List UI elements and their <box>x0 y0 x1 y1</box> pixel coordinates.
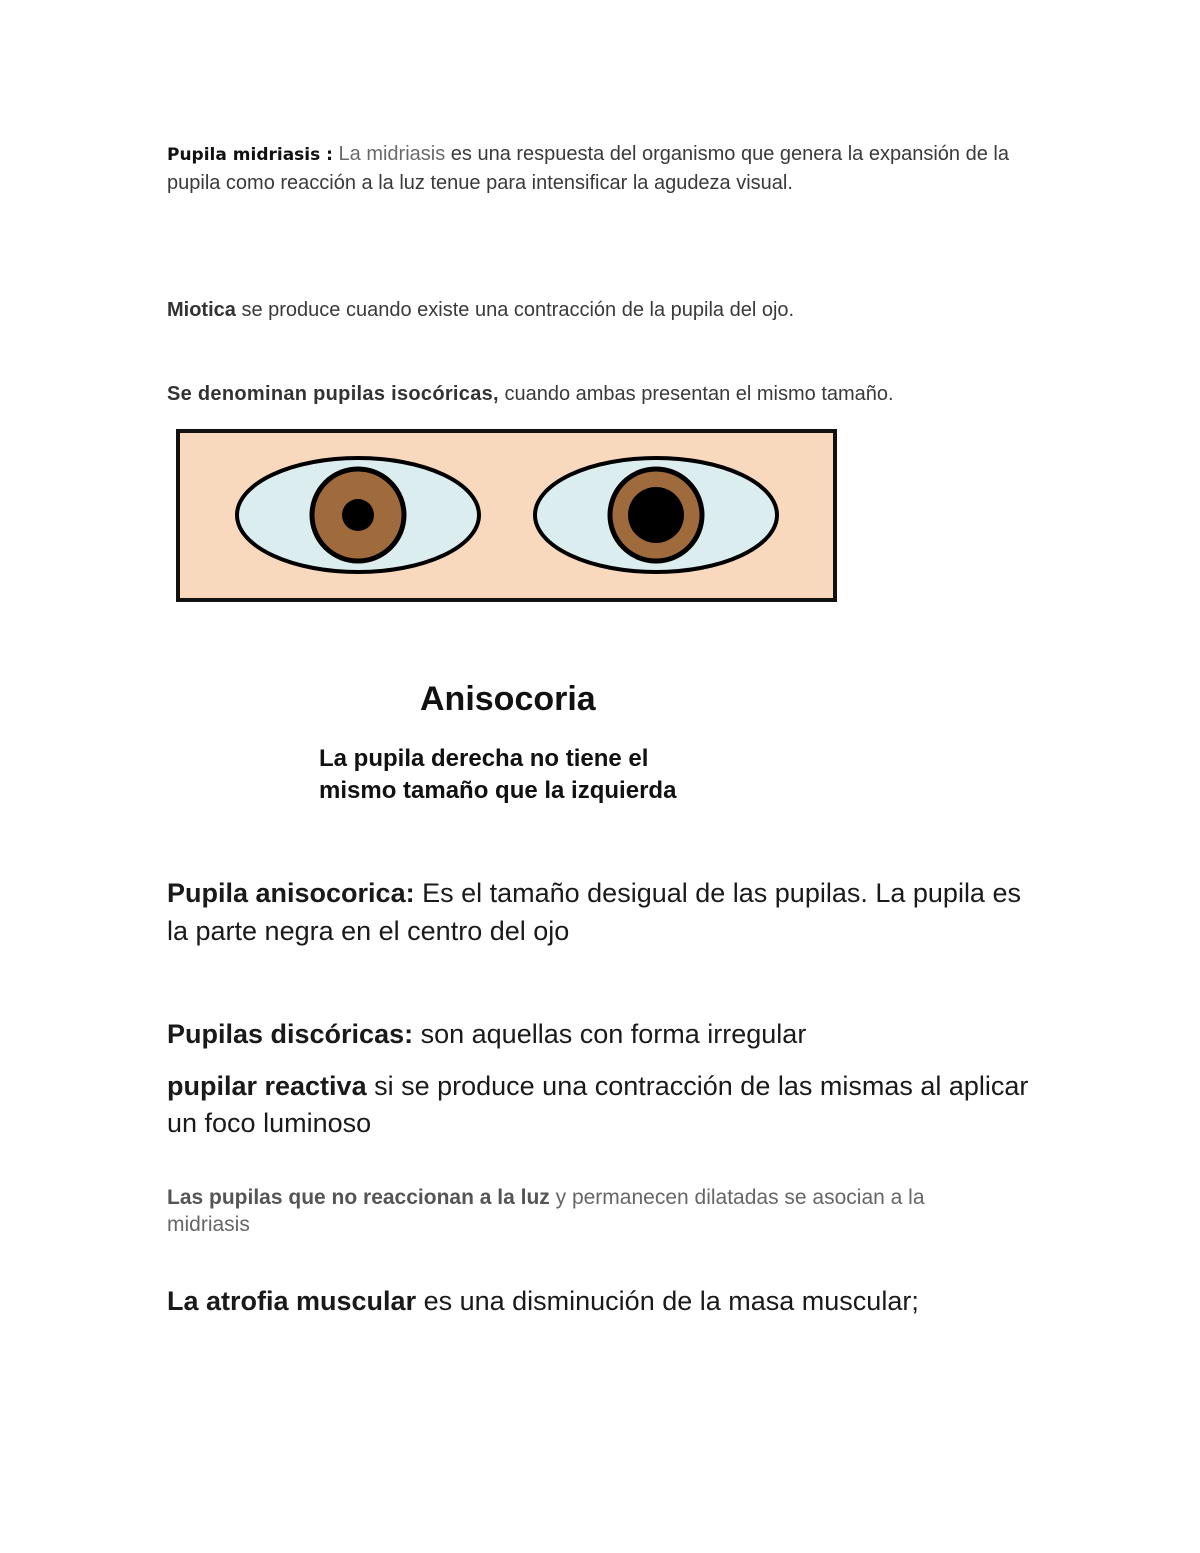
left-eye-pupil <box>342 499 374 531</box>
term-atrofia: La atrofia muscular <box>167 1286 417 1316</box>
right-eye <box>535 458 777 572</box>
paragraph-miotica <box>167 296 1037 324</box>
eyes-illustration <box>176 429 837 602</box>
paragraph-reactiva <box>167 1068 1037 1142</box>
term-midriasis: Pupila midriasis : <box>167 145 333 165</box>
term-miotica: Miotica <box>167 299 236 321</box>
text-reactiva: si se produce una contracción de las mismas al aplicar un foco luminoso <box>167 1071 1029 1138</box>
text-midriasis: es una respuesta del organismo que genera la expansión de la pupila como reacción a la luz tenue para intensificar la agudeza visual. <box>167 143 1009 194</box>
text-no-reaccionan: y permanecen dilatadas se asocian a la midriasis <box>167 1186 925 1236</box>
anisocoria-line-1: La pupila derecha no tiene el <box>319 745 649 772</box>
paragraph-isocoricas <box>167 380 1037 408</box>
anisocoria-title: Anisocoria <box>420 680 596 718</box>
text-anisocorica: Es el tamaño desigual de las pupilas. La pupila es la parte negra en el centro del ojo <box>167 878 1021 946</box>
text-discoricas: son aquellas con forma irregular <box>413 1019 807 1049</box>
term-reactiva: pupilar reactiva <box>167 1071 367 1101</box>
text-atrofia: es una disminución de la masa muscular; <box>416 1286 919 1316</box>
paragraph-anisocorica <box>167 874 1037 950</box>
term-isocoricas: Se denominan pupilas isocóricas, <box>167 383 499 405</box>
left-eye <box>237 458 479 572</box>
term-no-reaccionan: Las pupilas que no reaccionan a la luz <box>167 1186 550 1209</box>
term-link-midriasis: La midriasis <box>338 143 446 165</box>
term-anisocorica: Pupila anisocorica: <box>167 878 415 908</box>
anisocoria-line-2: mismo tamaño que la izquierda <box>319 777 677 804</box>
paragraph-midriasis <box>167 140 1037 197</box>
paragraph-discoricas <box>167 1016 1037 1052</box>
text-miotica: se produce cuando existe una contracción de la pupila del ojo. <box>235 299 795 321</box>
paragraph-atrofia <box>167 1283 1037 1319</box>
text-isocoricas: cuando ambas presentan el mismo tamaño. <box>498 383 894 405</box>
anisocoria-subtitle <box>319 743 739 807</box>
term-discoricas: Pupilas discóricas: <box>167 1019 414 1049</box>
right-eye-pupil <box>628 487 684 543</box>
paragraph-no-reaccionan <box>167 1184 1007 1238</box>
